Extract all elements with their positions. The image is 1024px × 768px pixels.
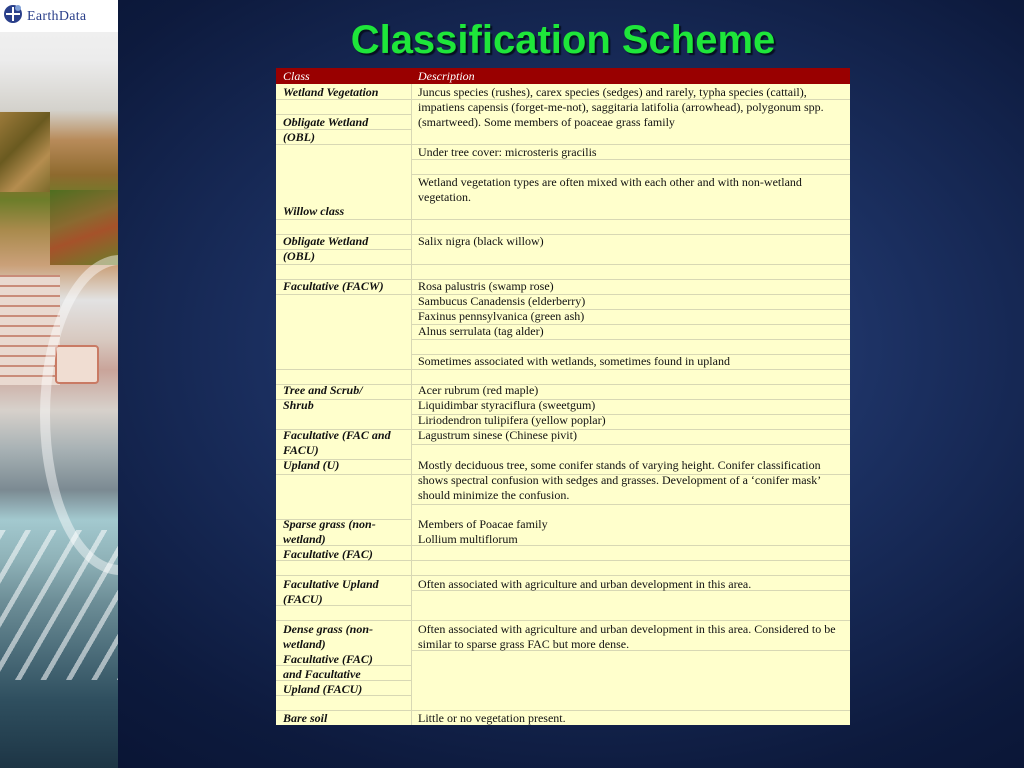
class-cell: Tree and Scrub/ Shrub [283,383,363,412]
column-divider [411,84,412,725]
class-cell: Sparse grass (non-wetland) [283,517,376,546]
class-cell: Obligate Wetland (OBL) [283,115,369,144]
class-cell: Facultative Upland (FACU) [283,577,379,606]
aerial-photo-tile [0,112,50,192]
description-cell: Under tree cover: microsteris gracilis [418,145,597,159]
description-cell: Mostly deciduous tree, some conifer stands of varying height. Conifer classification shows spectral confusion with sedges and grasses. Development of a ‘conifer mask’ should minimize the confusion. [418,458,821,502]
description-cell: Alnus serrulata (tag alder) [418,324,544,338]
row-divider [411,444,850,445]
logo-bar [0,0,118,32]
description-cell: Often associated with agriculture and urban development in this area. [418,577,752,591]
description-cell: Rosa palustris (swamp rose) [418,279,554,293]
classification-table [276,68,850,725]
class-cell: Obligate Wetland (OBL) [283,234,369,263]
header-class: Class [283,69,310,83]
description-cell: Sometimes associated with wetlands, sometimes found in upland [418,354,730,368]
row-divider [276,219,850,220]
decorative-image-strip [0,0,118,768]
aerial-photo-tile [50,190,118,265]
row-divider [276,264,850,265]
description-cell: Juncus species (rushes), carex species (sedges) and rarely, typha species (cattail), impatiens capensis (forget-me-not), saggitaria latifolia (arrowhead), polygonum spp. (smartweed). Some members of poaceae grass family [418,85,824,129]
earthdata-logo-icon [2,3,24,25]
row-divider [276,620,850,621]
class-cell: Dense grass (non-wetland) [283,622,374,651]
description-cell: Acer rubrum (red maple) [418,383,539,397]
structure-photo-tile [0,530,118,680]
class-cell: Willow class [283,204,345,218]
class-cell: Wetland Vegetation [283,85,379,99]
description-cell: Sambucus Canadensis (elderberry) [418,294,586,308]
description-cell: Lagustrum sinese (Chinese pivit) [418,428,577,442]
logo-text: EarthData [27,9,87,24]
class-cell: Bare soil [283,711,328,725]
description-cell: Wetland vegetation types are often mixed with each other and with non-wetland vegetation. [418,175,802,204]
description-cell: Faxinus pennsylvanica (green ash) [418,309,585,323]
row-divider [411,504,850,505]
class-cell: Facultative (FAC) and Facultative Upland (FACU) [283,652,373,696]
description-cell: Lollium multiflorum [418,532,518,546]
description-cell: Salix nigra (black willow) [418,234,544,248]
description-cell: Often associated with agriculture and urban development in this area. Considered to be similar to sparse grass FAC but more dense. [418,622,836,651]
row-divider [276,575,850,576]
slide-title: Classification Scheme [350,18,776,62]
header-description: Description [418,69,475,83]
description-cell: Liquidimbar styraciflura (sweetgum) [418,398,596,412]
description-cell: Liriodendron tulipifera (yellow poplar) [418,413,606,427]
description-cell: Members of Poacae family [418,517,548,531]
class-cell: Facultative (FAC) [283,547,373,561]
row-divider [411,339,850,340]
table-header-row [276,68,850,84]
class-cell: Facultative (FACW) [283,279,384,293]
class-cell: Upland (U) [283,458,340,472]
class-cell: Facultative (FAC and FACU) [283,428,391,457]
row-divider [276,369,850,370]
description-cell: Little or no vegetation present. [418,711,566,725]
